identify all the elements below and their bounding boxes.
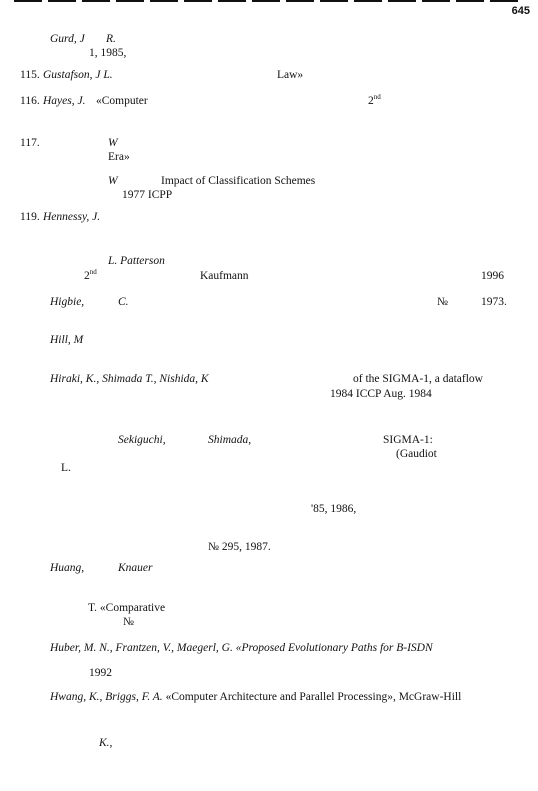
entry-year-85: '85, 1986,: [311, 503, 357, 515]
entry-117-line2: Era»: [108, 151, 130, 163]
entry-119-author: Hennessy, J.: [43, 211, 101, 223]
entry-hiraki-authors: Hiraki, K., Shimada T., Nishida, K: [50, 373, 209, 385]
entry-gurd-author: Gurd, J: [50, 33, 85, 45]
entry-sekiguchi-title1: SIGMA-1:: [383, 434, 433, 446]
entry-hiraki-text: of the SIGMA-1, a dataflow: [353, 373, 483, 385]
entry-higbie-initial: C.: [118, 296, 129, 308]
entry-comparative-text: T. «Comparative: [88, 602, 166, 614]
entry-117-number: 117.: [20, 137, 40, 149]
entry-116-edition: 2nd: [368, 93, 381, 107]
entry-higbie-author: Higbie,: [50, 296, 85, 308]
entry-gurd-initial: R.: [106, 33, 116, 45]
entry-last-initial: K.,: [99, 737, 113, 749]
entry-118-line1-b: Impact of Classification Schemes: [161, 175, 316, 187]
entry-higbie-number-sign: №: [437, 296, 448, 308]
entry-sekiguchi-initial: L.: [61, 462, 71, 474]
entry-sekiguchi-author2: Shimada,: [208, 434, 252, 446]
page-number: 645: [511, 5, 530, 17]
entry-issue-295: № 295, 1987.: [208, 541, 271, 553]
entry-115-text: Law»: [277, 69, 304, 81]
entry-119-number: 119.: [20, 211, 40, 223]
entry-115-number: 115.: [20, 69, 40, 81]
entry-sekiguchi-author1: Sekiguchi,: [118, 434, 166, 446]
top-rule: [14, 0, 524, 2]
entry-119-publisher: Kaufmann: [200, 270, 249, 282]
entry-hwang: Hwang, K., Briggs, F. A. «Computer Architecture and Parallel Processing», McGraw-Hill: [50, 691, 462, 703]
entry-119-coauthor: L. Patterson: [108, 255, 165, 267]
entry-higbie-year: 1973.: [481, 296, 507, 308]
entry-huber-year: 1992: [89, 667, 112, 679]
entry-117-line1: W: [108, 137, 118, 149]
entry-huang-author2: Knauer: [118, 562, 153, 574]
entry-hiraki-venue: 1984 ICCP Aug. 1984: [330, 388, 432, 400]
entry-comparative-number-sign: №: [123, 616, 134, 628]
entry-huang-author1: Huang,: [50, 562, 85, 574]
entry-hill-author: Hill, M: [50, 334, 84, 346]
entry-116-number: 116.: [20, 95, 40, 107]
entry-116-text: «Computer: [96, 95, 148, 107]
entry-115-author: Gustafson, J L.: [43, 69, 113, 81]
entry-118-line2: 1977 ICPP: [122, 189, 173, 201]
entry-gurd-year: 1, 1985,: [89, 47, 127, 59]
entry-119-year: 1996: [481, 270, 504, 282]
entry-119-edition: 2nd: [84, 268, 97, 282]
entry-118-line1-a: W: [108, 175, 118, 187]
entry-huber-text: Huber, M. N., Frantzen, V., Maegerl, G. «Proposed Evolutionary Paths for B-ISDN: [50, 642, 433, 654]
entry-116-author: Hayes, J.: [43, 95, 86, 107]
entry-sekiguchi-title2: (Gaudiot: [396, 448, 437, 460]
